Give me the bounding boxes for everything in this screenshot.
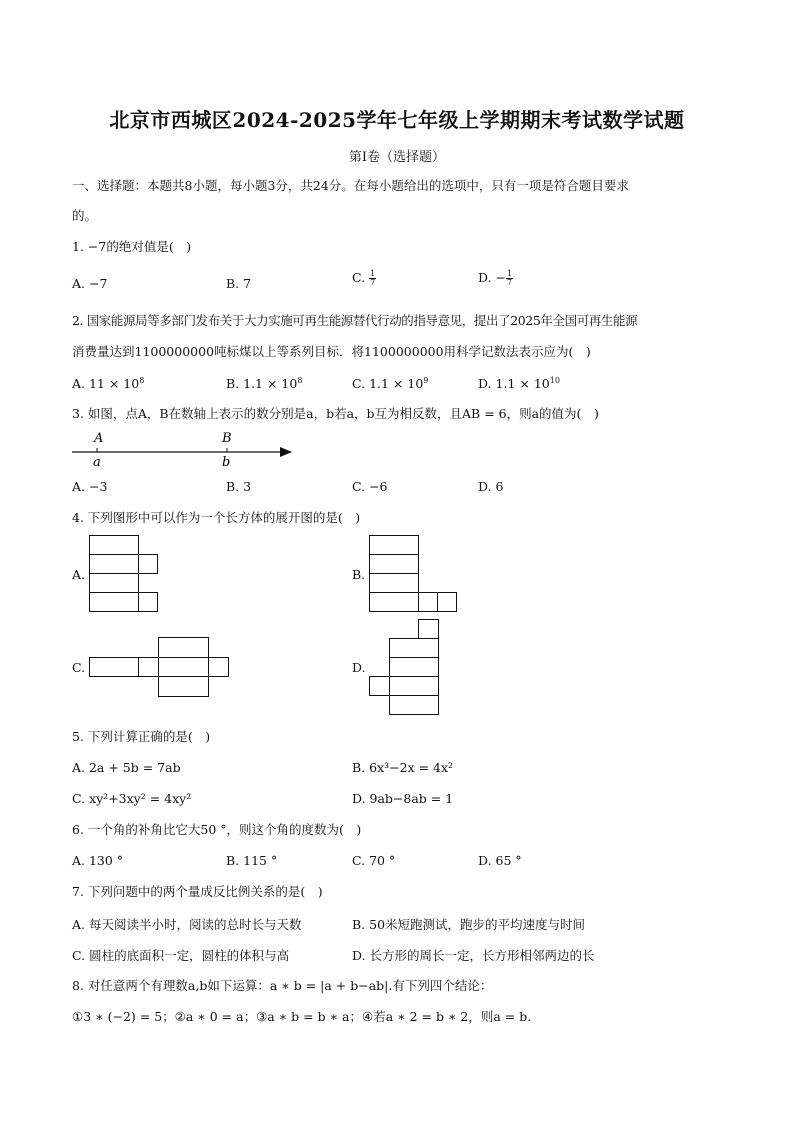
q2-option-d [478,376,560,391]
value-a-label: a [93,455,101,470]
q1-option-c-fraction [369,270,376,287]
fraction-denominator: 7 [507,278,513,287]
q2-option-c-base: C. 1.1 × 10 [352,376,424,392]
q2-option-b [226,376,302,391]
point-a-label: A [94,431,104,446]
q3-option-a: A. −3 [72,479,108,494]
q1-stem: 1. −7的绝对值是( ) [72,239,192,254]
q4-net-b [369,535,459,613]
fraction-numerator: 1 [507,269,513,278]
q8-stem: 8. 对任意两个有理数a,b如下运算：a ∗ b = |a + b−ab|.有下列四个结论： [72,978,493,993]
q1-option-b: B. 7 [226,276,252,291]
page-title: 北京市西城区2024-2025学年七年级上学期期末考试数学试题 [109,108,685,132]
point-b-label: B [222,431,232,446]
q2-option-a-exponent: 8 [139,376,145,385]
q5-option-a: A. 2a + 5b = 7ab [72,760,181,775]
q1-option-d-prefix: D. − [478,270,506,285]
q3-option-c: C. −6 [352,479,388,494]
q4-net-d [369,619,443,719]
q1-option-a: A. −7 [72,276,108,291]
q4-option-d-label: D. [352,660,366,675]
q6-option-d: D. 65 ° [478,853,522,868]
q2-option-a [72,376,144,391]
fraction-numerator: 1 [370,269,376,278]
q2-option-c-exponent: 9 [423,376,429,385]
q7-option-a: A. 每天阅读半小时，阅读的总时长与天数 [72,917,302,932]
q5-stem: 5. 下列计算正确的是( ) [72,729,211,744]
section-intro-line1: 一、选择题：本题共8小题，每小题3分，共24分。在每小题给出的选项中，只有一项是符合题目要求 [72,178,629,193]
q3-option-d: D. 6 [478,479,504,494]
q2-stem-line1: 2. 国家能源局等多部门发布关于大力实施可再生能源替代行动的指导意见，提出了2025年全国可再生能源 [72,313,638,328]
q1-option-d [478,270,513,287]
q5-option-c: C. xy²+3xy² = 4xy² [72,791,192,806]
q8-conclusions: ①3 ∗ (−2) = 5；②a ∗ 0 = a；③a ∗ b = b ∗ a；④若a ∗ 2 = b ∗ 2，则a = b. [72,1009,532,1024]
section-intro-line2: 的。 [72,208,98,223]
q3-stem: 3. 如图，点A，B在数轴上表示的数分别是a，b若a，b互为相反数，且AB = 6，则a的值为( ) [72,406,599,421]
q2-option-c [352,376,428,391]
q1-option-c [352,270,376,287]
q2-option-b-base: B. 1.1 × 10 [226,376,298,392]
q6-option-c: C. 70 ° [352,853,396,868]
q5-option-d: D. 9ab−8ab = 1 [352,791,454,806]
q6-stem: 6. 一个角的补角比它大50 °，则这个角的度数为( ) [72,822,362,837]
q4-option-c-label: C. [72,660,86,675]
q1-option-c-prefix: C. [352,270,370,285]
q2-stem-line2: 消费量达到1100000000吨标煤以上等系列目标．将1100000000用科学记数法表示应为( ) [72,344,591,359]
q4-option-b-label: B. [352,567,366,582]
q6-option-b: B. 115 ° [226,853,278,868]
fraction-denominator: 7 [370,278,376,287]
q7-option-c: C. 圆柱的底面积一定，圆柱的体积与高 [72,948,290,963]
q2-option-d-base: D. 1.1 × 10 [478,376,550,392]
q7-stem: 7. 下列问题中的两个量成反比例关系的是( ) [72,884,323,899]
q4-net-a [89,535,161,613]
value-b-label: b [222,455,231,470]
q7-option-d: D. 长方形的周长一定，长方形相邻两边的长 [352,948,595,963]
q7-option-b: B. 50米短跑测试，跑步的平均速度与时间 [352,917,586,932]
section-subtitle: 第I卷（选择题） [348,150,446,165]
q4-option-a-label: A. [72,567,86,582]
q1-option-d-fraction [506,270,513,287]
q4-stem: 4. 下列图形中可以作为一个长方体的展开图的是( ) [72,510,361,525]
q2-option-b-exponent: 8 [297,376,303,385]
q3-option-b: B. 3 [226,479,252,494]
q5-option-b: B. 6x³−2x = 4x² [352,760,454,775]
q4-net-c [89,637,233,699]
q6-option-a: A. 130 ° [72,853,124,868]
q2-option-d-exponent: 10 [549,376,560,385]
number-line-arrow [280,447,292,457]
q2-option-a-base: A. 11 × 10 [72,376,140,392]
number-line-figure [70,428,300,472]
